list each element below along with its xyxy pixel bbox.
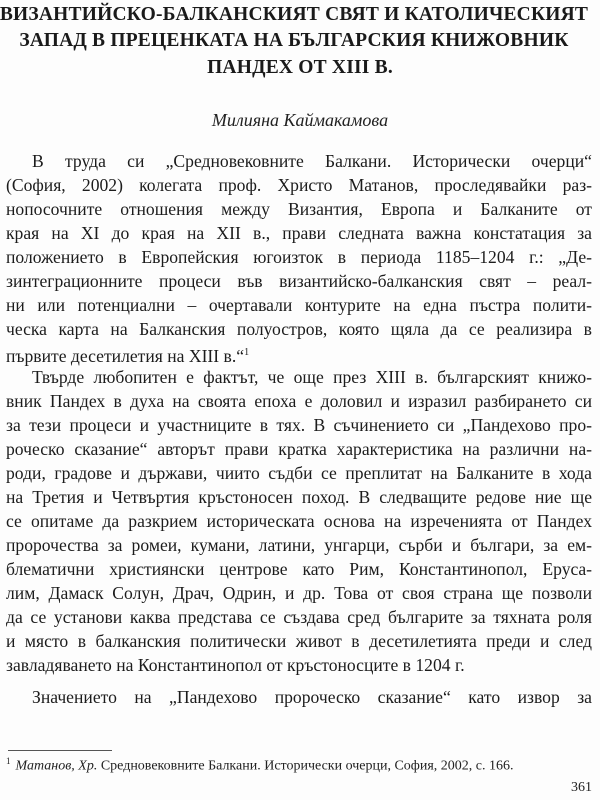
body-line: ни или потенциални – очертавали контурите на една пъстра полити- xyxy=(6,295,592,315)
body-line: завладяването на Константинопол от кръстоносците в 1204 г. xyxy=(6,655,465,675)
body-line: В труда си „Средновековните Балкани. Исторически очерци“ xyxy=(32,151,592,171)
footnote-author: Матанов, Хр. xyxy=(15,758,98,774)
body-line: пророчества за ромеи, кумани, латини, унгарци, сърби и българи, за ем- xyxy=(6,535,592,555)
body-line: за тези процеси и участниците в тях. В съчинението си „Пандехово про- xyxy=(6,415,592,435)
article-title-line-2: ЗАПАД В ПРЕЦЕНКАТА НА БЪЛГАРСКИЯ КНИЖОВНИК xyxy=(19,30,569,51)
body-line: (София, 2002) колегата проф. Христо Матанов, проследявайки раз- xyxy=(6,175,592,195)
body-line: положението в Европейския югоизток в периода 1185–1204 г.: „Де- xyxy=(6,247,592,267)
article-title-line-1: ВИЗАНТИЙСКО-БАЛКАНСКИЯТ СВЯТ И КАТОЛИЧЕСКИЯТ xyxy=(0,4,589,25)
footnote-divider xyxy=(8,750,112,751)
footnote-text: Средновековните Балкани. Исторически очерци, София, 2002, с. 166. xyxy=(97,758,514,774)
body-line: лим, Дамаск Солун, Драч, Одрин, и др. Това от своя страна ще позволи xyxy=(6,583,592,603)
body-line: роческо сказание“ авторът прави кратка характеристика на различни на- xyxy=(6,439,592,459)
body-line: блематични християнски центрове като Рим, Константинопол, Ерусa- xyxy=(6,559,592,579)
body-line: се опитаме да разкрием историческата основа на изреченията от Пандех xyxy=(6,511,592,531)
body-line: вник Пандех в духа на своята епоха е доловил и изразил разбирането си xyxy=(6,391,592,411)
body-line: ческа карта на Балканския полуостров, която щяла да се реализира в xyxy=(6,319,592,339)
body-line: роди, градове и държави, чиито съдби се преплитат на Балканите в хода xyxy=(6,463,592,483)
footnote xyxy=(6,756,514,775)
body-line: да се установи каква представа се създава сред българите за тяхната роля xyxy=(6,607,592,627)
article-author: Милияна Каймакамова xyxy=(211,110,389,130)
body-line: края на XI до края на XII в., прави следната важна констатация за xyxy=(6,223,592,243)
body-line-with-footnote-ref xyxy=(6,342,592,367)
article-title-line-3: ПАНДЕХ ОТ XIII В. xyxy=(207,57,393,78)
body-line: нопосочните отношения между Византия, Европа и Балканите от xyxy=(6,199,592,219)
body-line: и място в балканския политически живот в десетилетията преди и след xyxy=(6,631,592,651)
body-line: Значението на „Пандехово пророческо сказание“ като извор за xyxy=(32,687,592,707)
footnote-number: 1 xyxy=(6,756,11,766)
body-line: на Третия и Четвъртия кръстоносен поход. В следващите редове ние ще xyxy=(6,487,592,507)
body-line: зинтеграционните процеси във византийско-балканския свят – реал- xyxy=(6,271,592,291)
body-line-text: първите десетилетия на XIII в.“ xyxy=(6,345,245,366)
body-line: Твърде любопитен е фактът, че още през XIII в. българският книжо- xyxy=(32,367,592,387)
footnote-reference[interactable]: 1 xyxy=(244,347,250,358)
page-number: 361 xyxy=(571,780,592,795)
